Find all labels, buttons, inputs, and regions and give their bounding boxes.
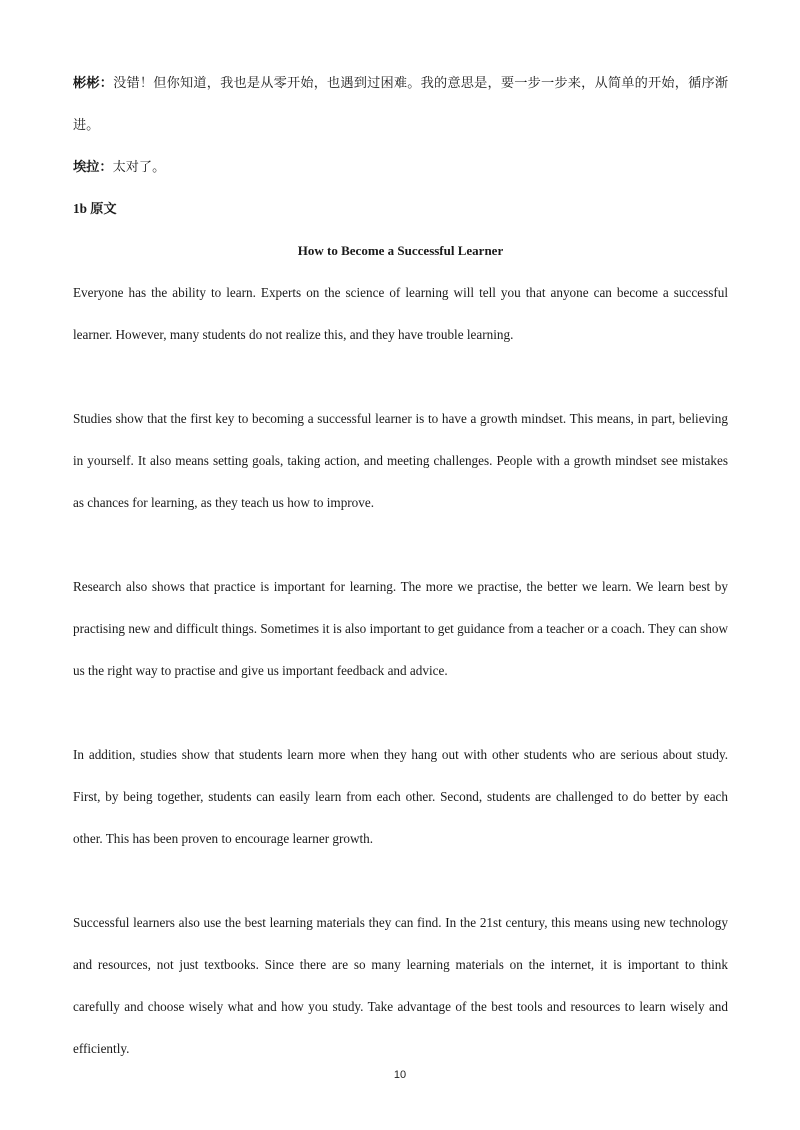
document-body [73,62,728,1070]
dialogue-text: 太对了。 [112,159,166,174]
paragraph-spacer [73,860,728,902]
article-paragraph: Successful learners also use the best learning materials they can find. In the 21st century, this means using new technology and resources, not just textbooks. Since there are so many learning materials on the internet, it is important to think carefully and choose wisely what and how you study. Take advantage of the best tools and resources to learn wisely and efficiently. [73,915,728,1056]
article-paragraph: Studies show that the first key to becoming a successful learner is to have a growth mindset. This means, in part, believing in yourself. It also means setting goals, taking action, and meeting challenges. People with a growth mindset see mistakes as chances for learning, as they teach us how to improve. [73,411,728,510]
article-paragraph: Research also shows that practice is important for learning. The more we practise, the better we learn. We learn best by practising new and difficult things. Sometimes it is also important to get guidance from a teacher or a coach. They can show us the right way to practise and give us important feedback and advice. [73,579,728,678]
paragraph-spacer [73,524,728,566]
paragraph-spacer [73,692,728,734]
article-paragraph: In addition, studies show that students learn more when they hang out with other students who are serious about study. First, by being together, students can easily learn from each other. Second, students are challenged to do better by each other. This has been proven to encourage learner growth. [73,747,728,846]
dialogue-line-binbin [73,62,728,146]
dialogue-text: 没错！但你知道，我也是从零开始，也遇到过困难。我的意思是，要一步一步来，从简单的开始，循序渐进。 [73,75,729,132]
dialogue-line-ella [73,146,728,188]
page-number: 10 [393,1069,407,1081]
article-title: How to Become a Successful Learner [297,243,504,258]
paragraph-spacer [73,356,728,398]
article-paragraph: Everyone has the ability to learn. Experts on the science of learning will tell you that anyone can become a successful learner. However, many students do not realize this, and they have trouble learning. [73,285,728,342]
speaker-name: 埃拉： [73,159,113,174]
section-label: 1b 原文 [73,201,117,216]
speaker-name: 彬彬： [73,75,114,90]
